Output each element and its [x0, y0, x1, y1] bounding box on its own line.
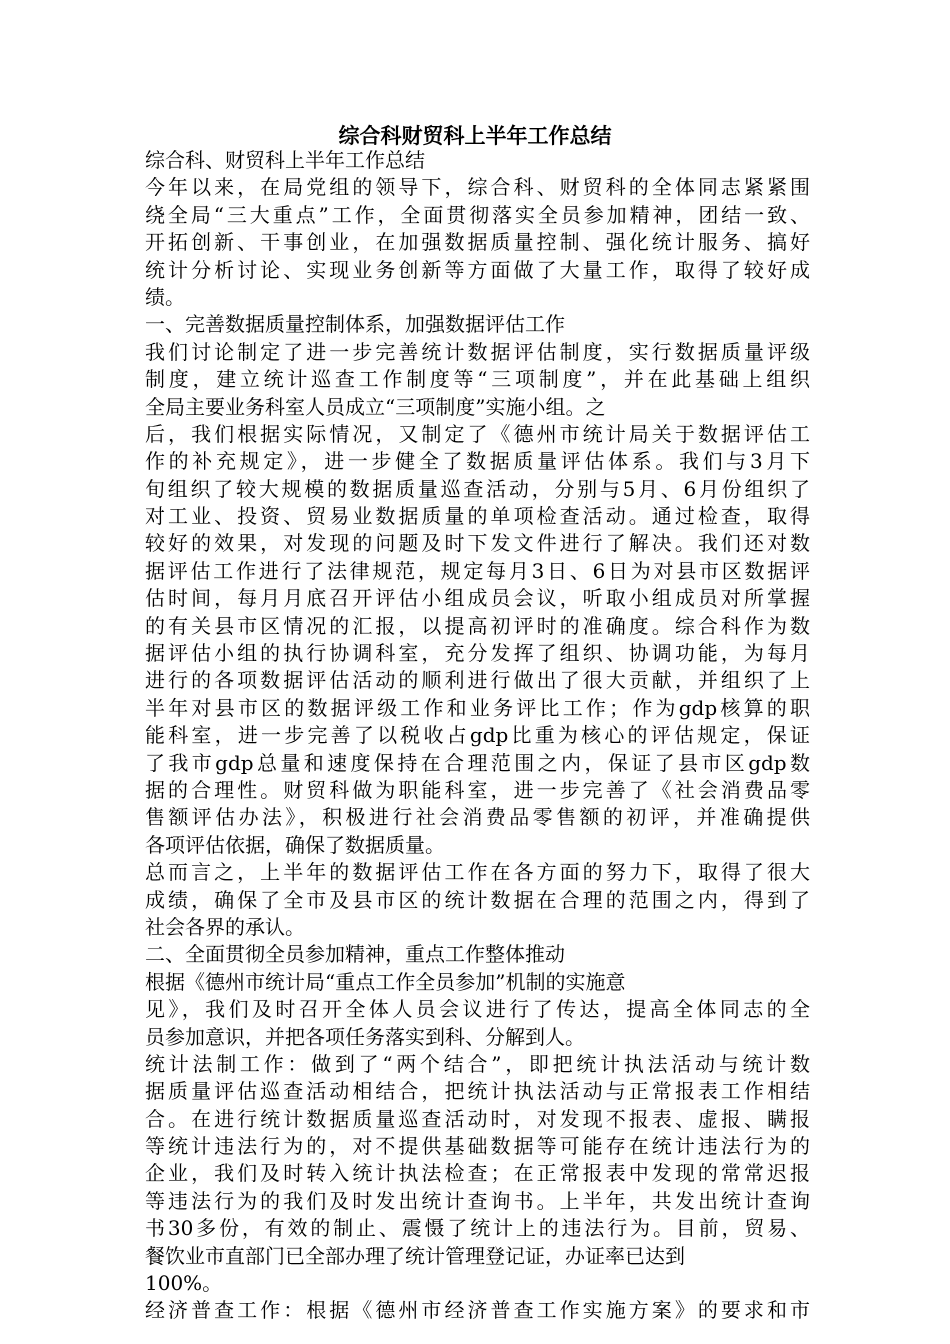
- body-text-line: 据质量评估巡查活动相结合，把统计执法活动与正常报表工作相结: [145, 1079, 810, 1104]
- body-text-line: 企业，我们及时转入统计执法检查；在正常报表中发现的常常迟报: [145, 1161, 810, 1186]
- body-text-line: 据评估工作进行了法律规范，规定每月3日、6日为对县市区数据评: [145, 558, 810, 583]
- body-text-line: 半年对县市区的数据评级工作和业务评比工作；作为gdp核算的职: [145, 695, 810, 720]
- document-title: 综合科财贸科上半年工作总结: [338, 124, 612, 148]
- body-text-line: 综合科、财贸科上半年工作总结: [145, 148, 425, 172]
- body-text-line: 总而言之，上半年的数据评估工作在各方面的努力下，取得了很大: [145, 860, 810, 885]
- body-text-line: 估时间，每月月底召开评估小组成员会议，听取小组成员对所掌握: [145, 586, 810, 611]
- body-text-line: 开拓创新、干事创业，在加强数据质量控制、强化统计服务、搞好: [145, 230, 810, 255]
- body-text-line: 根据《德州市统计局“重点工作全员参加”机制的实施意: [145, 969, 626, 994]
- body-text-line: 旬组织了较大规模的数据质量巡查活动，分别与5月、6月份组织了: [145, 476, 810, 501]
- body-text-line: 作的补充规定》，进一步健全了数据质量评估体系。我们与3月下: [145, 449, 810, 474]
- body-text-line: 等统计违法行为的，对不提供基础数据等可能存在统计违法行为的: [145, 1134, 810, 1159]
- body-text-line: 售额评估办法》，积极进行社会消费品零售额的初评，并准确提供: [145, 805, 810, 830]
- body-text-line: 据的合理性。财贸科做为职能科室，进一步完善了《社会消费品零: [145, 777, 810, 802]
- body-text-line: 员参加意识，并把各项任务落实到科、分解到人。: [145, 1024, 585, 1049]
- body-text-line: 的有关县市区情况的汇报，以提高初评时的准确度。综合科作为数: [145, 613, 810, 638]
- body-text-line: 二、全面贯彻全员参加精神，重点工作整体推动: [145, 942, 565, 967]
- body-text-line: 进行的各项数据评估活动的顺利进行做出了很大贡献，并组织了上: [145, 668, 810, 693]
- body-text-line: 绩。: [145, 284, 185, 309]
- body-text-line: 较好的效果，对发现的问题及时下发文件进行了解决。我们还对数: [145, 531, 810, 556]
- body-text-line: 餐饮业市直部门已全部办理了统计管理登记证，办证率已达到: [145, 1243, 685, 1268]
- document-body: [145, 147, 810, 1325]
- body-text-line: 见》，我们及时召开全体人员会议进行了传达，提高全体同志的全: [145, 997, 810, 1022]
- body-text-line: 经济普查工作：根据《德州市经济普查工作实施方案》的要求和市: [145, 1298, 810, 1323]
- body-text-line: 全局主要业务科室人员成立“三项制度”实施小组。之: [145, 394, 606, 419]
- body-text-line: 书30多份，有效的制止、震慑了统计上的违法行为。目前，贸易、: [145, 1216, 810, 1241]
- body-text-line: 了我市gdp总量和速度保持在合理范围之内，保证了县市区gdp数: [145, 750, 810, 775]
- body-text-line: 合。在进行统计数据质量巡查活动时，对发现不报表、虚报、瞒报: [145, 1106, 810, 1131]
- body-text-line: 制度，建立统计巡查工作制度等“三项制度”，并在此基础上组织: [145, 367, 810, 392]
- body-text-line: 成绩，确保了全市及县市区的统计数据在合理的范围之内，得到了: [145, 887, 810, 912]
- body-text-line: 等违法行为的我们及时发出统计查询书。上半年，共发出统计查询: [145, 1188, 810, 1213]
- body-text-line: 绕全局“三大重点”工作，全面贯彻落实全员参加精神，团结一致、: [145, 202, 810, 227]
- body-text-line: 统计分析讨论、实现业务创新等方面做了大量工作，取得了较好成: [145, 257, 810, 282]
- body-text-line: 一、完善数据质量控制体系，加强数据评估工作: [145, 312, 565, 337]
- body-text-line: 能科室，进一步完善了以税收占gdp比重为核心的评估规定，保证: [145, 723, 810, 748]
- body-text-line: 100%。: [145, 1271, 223, 1296]
- body-text-line: 各项评估依据，确保了数据质量。: [145, 832, 445, 857]
- body-text-line: 统计法制工作：做到了“两个结合”，即把统计执法活动与统计数: [145, 1051, 810, 1076]
- body-text-line: 今年以来，在局党组的领导下，综合科、财贸科的全体同志紧紧围: [145, 175, 810, 200]
- body-text-line: 社会各界的承认。: [145, 914, 305, 939]
- body-text-line: 对工业、投资、贸易业数据质量的单项检查活动。通过检查，取得: [145, 504, 810, 529]
- body-text-line: 我们讨论制定了进一步完善统计数据评估制度，实行数据质量评级: [145, 339, 810, 364]
- body-text-line: 据评估小组的执行协调科室，充分发挥了组织、协调功能，为每月: [145, 641, 810, 666]
- body-text-line: 后，我们根据实际情况，又制定了《德州市统计局关于数据评估工: [145, 421, 810, 446]
